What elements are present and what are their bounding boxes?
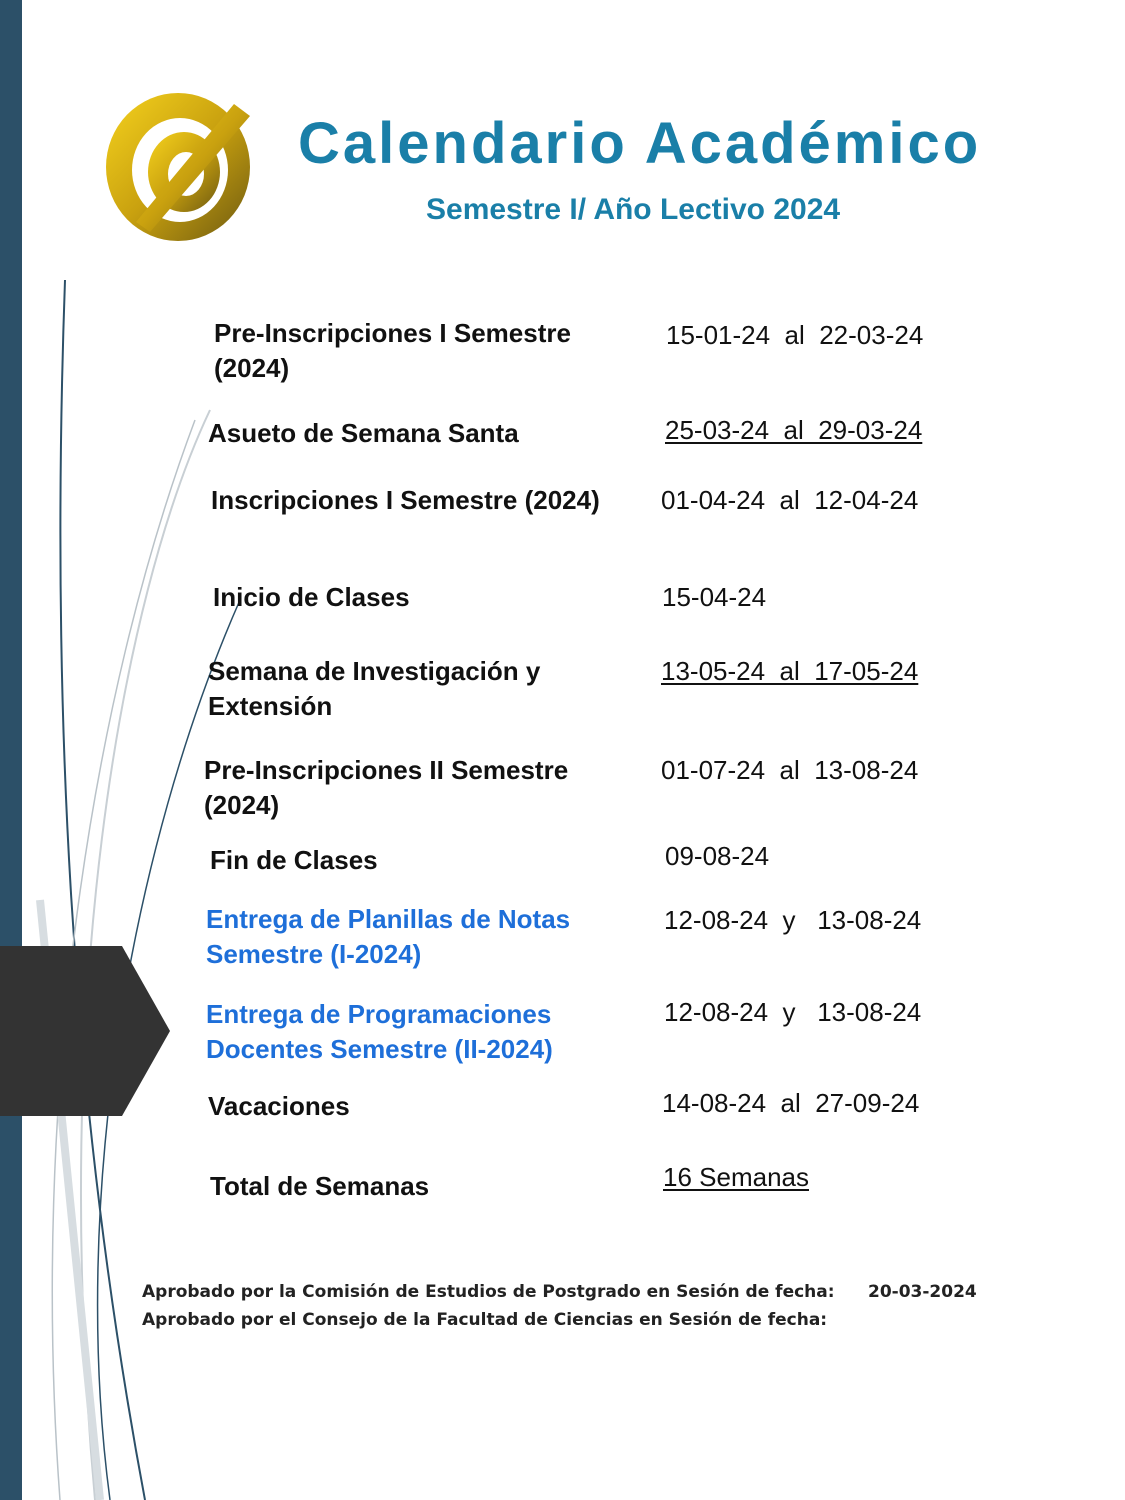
event-label: Vacaciones xyxy=(208,1091,350,1121)
page-title: Calendario Académico xyxy=(298,111,982,176)
event-label: Inscripciones I Semestre (2024) xyxy=(211,485,600,515)
total-weeks-value: 16 Semanas xyxy=(663,1162,809,1192)
event-date: 14-08-24 al 27-09-24 xyxy=(662,1088,920,1118)
arrow-shape xyxy=(0,946,170,1116)
approval-line-2: Aprobado por el Consejo de la Facultad de Ciencias en Sesión de fecha: xyxy=(142,1310,828,1330)
event-date: 09-08-24 xyxy=(665,841,770,871)
event-label-highlight: Entrega de Programaciones Docentes Semestre (II-2024) xyxy=(206,999,553,1064)
event-label: Total de Semanas xyxy=(210,1171,430,1201)
event-label: Inicio de Clases xyxy=(213,582,410,612)
event-date: 12-08-24 y 13-08-24 xyxy=(664,997,922,1027)
page-subtitle: Semestre I/ Año Lectivo 2024 xyxy=(426,193,841,226)
event-date: 15-04-24 xyxy=(662,582,767,612)
event-label: Pre-Inscripciones II Semestre (2024) xyxy=(204,755,569,820)
event-date: 25-03-24 al 29-03-24 xyxy=(665,415,923,445)
approval-date-1: 20-03-2024 xyxy=(868,1282,977,1302)
event-label: Fin de Clases xyxy=(210,845,378,875)
event-date: 13-05-24 al 17-05-24 xyxy=(661,656,919,686)
event-date: 15-01-24 al 22-03-24 xyxy=(666,320,924,350)
approval-line-1: Aprobado por la Comisión de Estudios de Postgrado en Sesión de fecha: xyxy=(142,1282,835,1302)
event-label: Asueto de Semana Santa xyxy=(208,418,519,448)
event-date: 01-04-24 al 12-04-24 xyxy=(661,485,919,515)
event-date: 12-08-24 y 13-08-24 xyxy=(664,905,922,935)
event-label-highlight: Entrega de Planillas de Notas Semestre (I-2024) xyxy=(206,904,571,969)
event-date: 01-07-24 al 13-08-24 xyxy=(661,755,919,785)
event-label: Pre-Inscripciones I Semestre (2024) xyxy=(214,318,571,383)
institution-logo xyxy=(98,82,260,247)
event-label: Semana de Investigación y Extensión xyxy=(208,656,541,721)
